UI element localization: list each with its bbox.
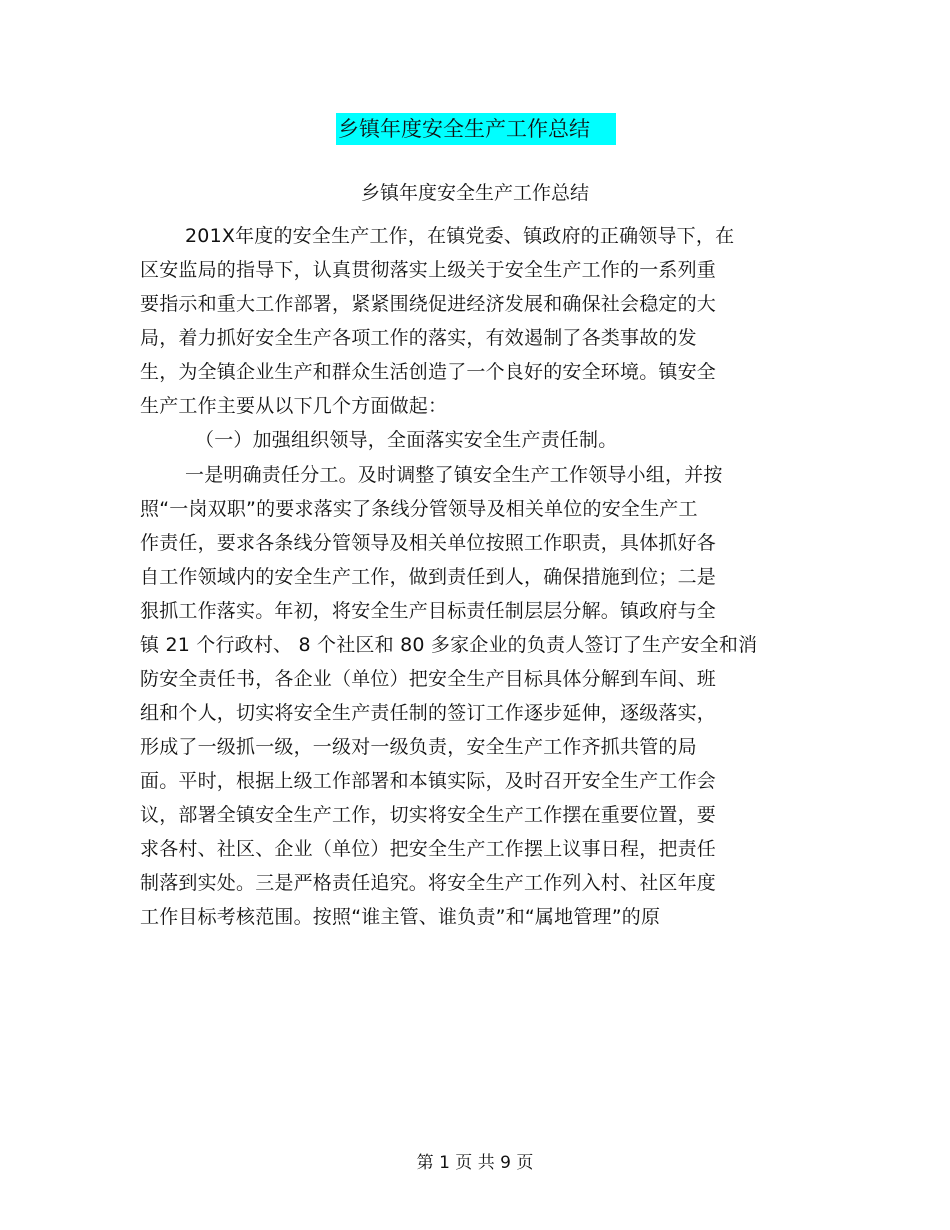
text-line: 求各村、社区、企业（单位）把安全生产工作摆上议事日程，把责任 [140, 838, 717, 860]
text-line: 生产工作主要从以下几个方面做起： [140, 395, 448, 417]
text-line: 组和个人，切实将安全生产责任制的签订工作逐步延伸，逐级落实， [140, 702, 717, 724]
section-heading: （一）加强组织领导，全面落实安全生产责任制。 [195, 429, 618, 451]
text-line: 自工作领域内的安全生产工作，做到责任到人，确保措施到位；二是 [140, 566, 717, 588]
text-line: 防安全责任书，各企业（单位）把安全生产目标具体分解到车间、班 [140, 668, 717, 690]
text-line: 形成了一级抓一级，一级对一级负责，安全生产工作齐抓共管的局 [140, 736, 697, 758]
text-line: 照“一岗双职”的要求落实了条线分管领导及相关单位的安全生产工 [140, 498, 698, 520]
text-line: 要指示和重大工作部署，紧紧围绕促进经济发展和确保社会稳定的大 [140, 293, 717, 315]
text-line: 区安监局的指导下，认真贯彻落实上级关于安全生产工作的一系列重 [140, 259, 717, 281]
document-title: 乡镇年度安全生产工作总结 [336, 113, 616, 145]
text-line: 议，部署全镇安全生产工作，切实将安全生产工作摆在重要位置，要 [140, 804, 717, 826]
text-line: 一是明确责任分工。及时调整了镇安全生产工作领导小组，并按 [185, 464, 723, 486]
text-line: 作责任，要求各条线分管领导及相关单位按照工作职责，具体抓好各 [140, 532, 717, 554]
text-line: 狠抓工作落实。年初，将安全生产目标责任制层层分解。镇政府与全 [140, 600, 717, 622]
body-text [140, 219, 800, 934]
text-line: 镇 21 个行政村、 8 个社区和 80 多家企业的负责人签订了生产安全和消 [140, 634, 758, 656]
text-line: 201X年度的安全生产工作，在镇党委、镇政府的正确领导下，在 [185, 225, 735, 247]
title-container [0, 113, 950, 145]
text-line: 面。平时，根据上级工作部署和本镇实际，及时召开安全生产工作会 [140, 770, 717, 792]
text-line: 工作目标考核范围。按照“谁主管、谁负责”和“属地管理”的原 [140, 906, 661, 928]
text-line: 制落到实处。三是严格责任追究。将安全生产工作列入村、社区年度 [140, 872, 717, 894]
page-footer: 第 1 页 共 9 页 [416, 1153, 534, 1173]
text-line: 局，着力抓好安全生产各项工作的落实，有效遏制了各类事故的发 [140, 327, 697, 349]
document-subtitle: 乡镇年度安全生产工作总结 [360, 182, 589, 204]
text-line: 生，为全镇企业生产和群众生活创造了一个良好的安全环境。镇安全 [140, 361, 717, 383]
